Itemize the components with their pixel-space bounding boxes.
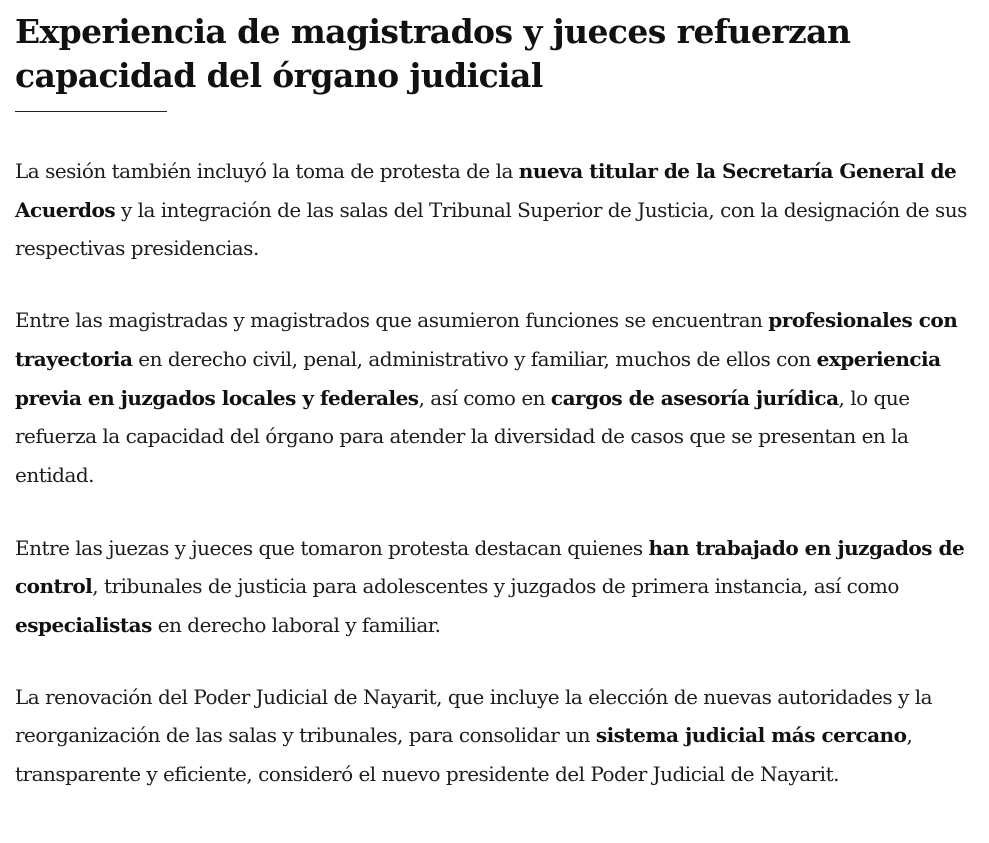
paragraph-emphasis: sistema judicial más cercano	[595, 723, 907, 748]
paragraph-emphasis: nueva titular de la Secretaría General de Acuerdos	[15, 159, 957, 222]
article-paragraph-1	[15, 152, 975, 268]
paragraph-emphasis: han trabajado en juzgados de control	[15, 535, 965, 599]
article-paragraph-3	[15, 529, 975, 645]
paragraph-emphasis: especialistas	[15, 613, 152, 638]
paragraph-text: Entre las magistradas y magistrados que asumieron funciones se encuentran	[15, 308, 769, 333]
paragraph-text: , transparente y eficiente, consideró el nuevo presidente del Poder Judicial de Nayarit.	[15, 723, 913, 787]
article-paragraph-4	[15, 678, 975, 794]
article-paragraph-2	[15, 301, 975, 495]
paragraph-text: La sesión también incluyó la toma de protesta de la	[15, 159, 519, 183]
paragraph-text: en derecho laboral y familiar.	[151, 613, 441, 638]
paragraph-text: y la integración de las salas del Tribunal Superior de Justicia, con la designación de sus respectivas presidencias.	[15, 197, 967, 261]
paragraph-text: , lo que refuerza la capacidad del órgano para atender la diversidad de casos que se presentan en la entidad.	[15, 385, 910, 487]
paragraph-text: La renovación del Poder Judicial de Nayarit, que incluye la elección de nuevas autoridades y la reorganización de las salas y tribunales, para consolidar un	[15, 684, 933, 748]
article-headline: Experiencia de magistrados y jueces refuerzan capacidad del órgano judicial	[15, 12, 851, 95]
paragraph-emphasis: cargos de asesoría jurídica	[550, 385, 839, 410]
paragraph-emphasis: experiencia previa en juzgados locales y federales	[15, 346, 941, 410]
paragraph-emphasis: profesionales con trayectoria	[15, 308, 958, 371]
news-article	[15, 10, 975, 794]
paragraph-text: , así como en	[418, 385, 551, 410]
headline-divider	[15, 111, 167, 112]
paragraph-text: en derecho civil, penal, administrativo y familiar, muchos de ellos con	[132, 346, 817, 371]
paragraph-text: , tribunales de justicia para adolescentes y juzgados de primera instancia, así como	[92, 574, 899, 599]
paragraph-text: Entre las juezas y jueces que tomaron protesta destacan quienes	[15, 535, 649, 560]
